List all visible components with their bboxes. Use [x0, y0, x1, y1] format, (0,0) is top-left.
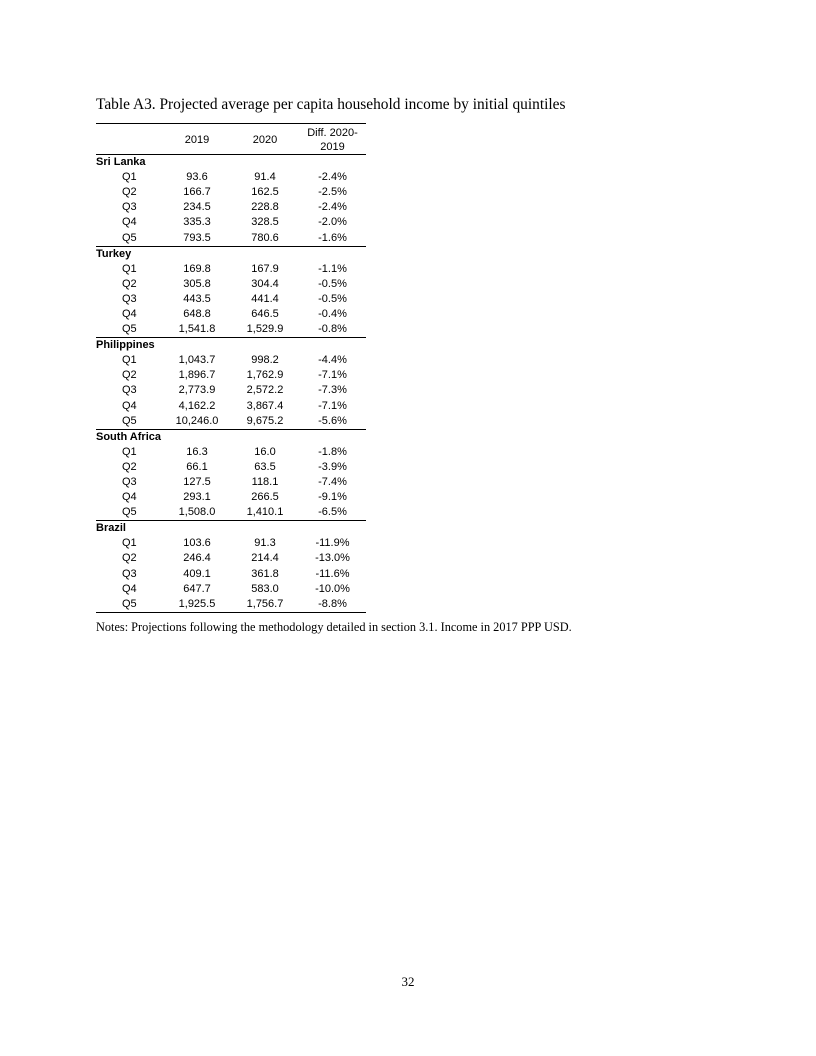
header-2020: 2020	[231, 124, 299, 155]
quintile-cell: Q5	[96, 414, 163, 430]
diff-cell: -10.0%	[315, 582, 350, 595]
value-2020-cell: 162.5	[251, 186, 279, 199]
table-row	[96, 292, 366, 307]
quintile-cell: Q3	[122, 292, 137, 305]
value-2020-cell: 998.2	[251, 354, 279, 367]
table-row	[96, 414, 366, 430]
table-row	[96, 582, 366, 597]
diff-cell: -0.5%	[318, 292, 347, 305]
value-2019-cell: 93.6	[186, 171, 208, 184]
value-2020-cell: 780.6	[231, 230, 299, 246]
value-2020-cell: 118.1	[251, 476, 279, 489]
quintile-cell: Q4	[122, 399, 137, 412]
value-2019-cell: 127.5	[183, 476, 211, 489]
table-notes: Notes: Projections following the methodology detailed in section 3.1. Income in 2017 PPP USD.	[96, 620, 572, 634]
value-2020-cell: 214.4	[251, 552, 279, 565]
value-2019-cell: 1,541.8	[163, 322, 231, 338]
value-2019-cell: 305.8	[183, 277, 211, 290]
table-row	[96, 460, 366, 475]
value-2020-cell: 3,867.4	[246, 399, 284, 412]
value-2019-cell: 16.3	[186, 445, 208, 458]
quintile-cell: Q4	[122, 582, 137, 595]
diff-cell: -7.1%	[318, 399, 347, 412]
value-2019-cell: 2,773.9	[178, 384, 216, 397]
diff-cell: -2.4%	[318, 201, 347, 214]
diff-cell: -11.6%	[315, 567, 350, 580]
quintile-cell: Q3	[122, 384, 137, 397]
table-row	[96, 490, 366, 505]
country-row	[96, 246, 366, 262]
table-row	[96, 536, 366, 551]
diff-cell: -7.4%	[318, 476, 347, 489]
income-table	[96, 123, 366, 613]
value-2019-cell: 293.1	[183, 491, 211, 504]
quintile-cell: Q5	[96, 230, 163, 246]
quintile-cell: Q1	[122, 354, 137, 367]
value-2019-cell: 166.7	[183, 186, 211, 199]
diff-cell: -1.6%	[299, 230, 366, 246]
value-2019-cell: 234.5	[183, 201, 211, 214]
country-name: Sri Lanka	[96, 156, 146, 169]
diff-cell: -6.5%	[299, 505, 366, 521]
diff-cell: -2.0%	[318, 216, 347, 229]
quintile-cell: Q1	[122, 537, 137, 550]
diff-cell: -1.8%	[318, 445, 347, 458]
value-2020-cell: 9,675.2	[231, 414, 299, 430]
value-2019-cell: 246.4	[183, 552, 211, 565]
value-2019-cell: 4,162.2	[178, 399, 216, 412]
table-row	[96, 597, 366, 613]
value-2019-cell: 335.3	[183, 216, 211, 229]
value-2020-cell: 1,762.9	[246, 369, 284, 382]
value-2019-cell: 1,508.0	[163, 505, 231, 521]
table-caption: Table A3. Projected average per capita household income by initial quintiles	[96, 96, 566, 113]
table-row	[96, 368, 366, 383]
value-2019-cell: 648.8	[183, 307, 211, 320]
table-body	[96, 155, 366, 613]
page-number: 32	[401, 974, 415, 989]
quintile-cell: Q1	[122, 445, 137, 458]
quintile-cell: Q5	[96, 505, 163, 521]
table-row	[96, 215, 366, 230]
quintile-cell: Q2	[122, 186, 137, 199]
value-2019-cell: 409.1	[183, 567, 211, 580]
quintile-cell: Q1	[122, 171, 137, 184]
header-2019: 2019	[163, 124, 231, 155]
value-2020-cell: 2,572.2	[246, 384, 284, 397]
diff-cell: -7.1%	[318, 369, 347, 382]
quintile-cell: Q3	[122, 201, 137, 214]
country-name: Brazil	[96, 522, 126, 535]
quintile-cell: Q5	[96, 597, 163, 613]
value-2020-cell: 441.4	[251, 292, 279, 305]
table-row	[96, 383, 366, 398]
diff-cell: -0.5%	[318, 277, 347, 290]
country-row	[96, 155, 366, 171]
value-2020-cell: 91.3	[254, 537, 276, 550]
quintile-cell: Q3	[122, 567, 137, 580]
value-2020-cell: 228.8	[251, 201, 279, 214]
table-row	[96, 322, 366, 338]
value-2020-cell: 1,529.9	[231, 322, 299, 338]
value-2019-cell: 103.6	[183, 537, 211, 550]
table-row	[96, 567, 366, 582]
diff-cell: -7.3%	[318, 384, 347, 397]
value-2020-cell: 16.0	[254, 445, 276, 458]
table-row	[96, 475, 366, 490]
diff-cell: -11.9%	[315, 537, 350, 550]
table-row	[96, 445, 366, 460]
header-diff-line1: Diff. 2020-	[307, 126, 358, 139]
table-row	[96, 505, 366, 521]
table-row	[96, 551, 366, 566]
value-2020-cell: 583.0	[251, 582, 279, 595]
value-2019-cell: 443.5	[183, 292, 211, 305]
value-2019-cell: 1,043.7	[178, 354, 216, 367]
header-blank	[96, 124, 163, 155]
value-2020-cell: 1,410.1	[231, 505, 299, 521]
value-2019-cell: 1,925.5	[163, 597, 231, 613]
header-diff-line2: 2019	[320, 140, 345, 153]
country-name: Turkey	[96, 247, 132, 260]
quintile-cell: Q3	[122, 476, 137, 489]
table-row	[96, 399, 366, 414]
value-2020-cell: 266.5	[251, 491, 279, 504]
country-name: South Africa	[96, 430, 161, 443]
value-2019-cell: 10,246.0	[163, 414, 231, 430]
value-2020-cell: 361.8	[251, 567, 279, 580]
diff-cell: -9.1%	[318, 491, 347, 504]
diff-cell: -8.8%	[299, 597, 366, 613]
table-row	[96, 185, 366, 200]
value-2019-cell: 66.1	[186, 460, 208, 473]
table-row	[96, 200, 366, 215]
value-2019-cell: 647.7	[183, 582, 211, 595]
quintile-cell: Q2	[122, 277, 137, 290]
value-2019-cell: 169.8	[183, 262, 211, 275]
quintile-cell: Q1	[122, 262, 137, 275]
value-2020-cell: 646.5	[251, 307, 279, 320]
diff-cell: -2.4%	[318, 171, 347, 184]
value-2020-cell: 328.5	[251, 216, 279, 229]
header-diff	[299, 124, 366, 155]
table-row	[96, 307, 366, 322]
quintile-cell: Q2	[122, 369, 137, 382]
quintile-cell: Q4	[122, 216, 137, 229]
value-2020-cell: 91.4	[254, 171, 276, 184]
country-name: Philippines	[96, 339, 155, 352]
value-2020-cell: 167.9	[251, 262, 279, 275]
table-row	[96, 230, 366, 246]
table-row	[96, 277, 366, 292]
quintile-cell: Q4	[122, 307, 137, 320]
diff-cell: -5.6%	[299, 414, 366, 430]
diff-cell: -3.9%	[318, 460, 347, 473]
value-2019-cell: 793.5	[163, 230, 231, 246]
diff-cell: -0.8%	[299, 322, 366, 338]
table-header-row	[96, 124, 366, 155]
diff-cell: -0.4%	[318, 307, 347, 320]
country-row	[96, 338, 366, 354]
quintile-cell: Q5	[96, 322, 163, 338]
country-row	[96, 429, 366, 445]
value-2020-cell: 63.5	[254, 460, 276, 473]
table-row	[96, 170, 366, 185]
diff-cell: -4.4%	[318, 354, 347, 367]
diff-cell: -13.0%	[315, 552, 350, 565]
value-2019-cell: 1,896.7	[178, 369, 216, 382]
diff-cell: -2.5%	[318, 186, 347, 199]
quintile-cell: Q4	[122, 491, 137, 504]
quintile-cell: Q2	[122, 552, 137, 565]
table-row	[96, 353, 366, 368]
value-2020-cell: 304.4	[251, 277, 279, 290]
table-row	[96, 262, 366, 277]
quintile-cell: Q2	[122, 460, 137, 473]
value-2020-cell: 1,756.7	[231, 597, 299, 613]
country-row	[96, 521, 366, 537]
diff-cell: -1.1%	[318, 262, 347, 275]
